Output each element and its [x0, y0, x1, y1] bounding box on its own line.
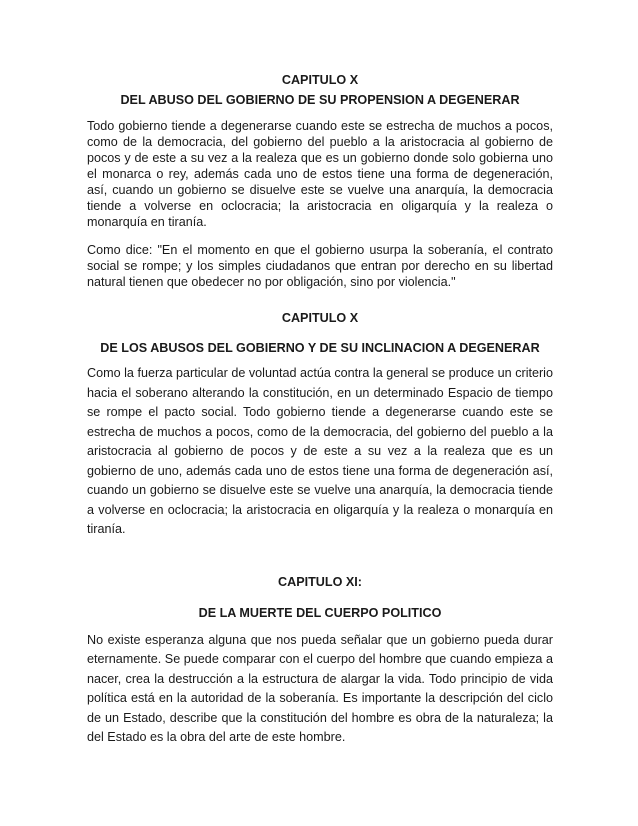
document-page	[87, 72, 553, 748]
chapter-title-3: DE LA MUERTE DEL CUERPO POLITICO	[198, 605, 442, 620]
section2-paragraph-1: Como la fuerza particular de voluntad actúa contra la general se produce un criterio hacia el soberano alterando la constitución, en un determinado Espacio de tiempo se rompe el pacto social. Todo gobierno tiende a degenerarse cuando este se estrecha de muchos a pocos, como de la democracia, del gobierno del pueblo a la aristocracia al gobierno de pocos y de este a su vez a la realeza que es un gobierno de uno, además cada uno de estos tiene una forma de degeneración así, cuando un gobierno se disuelve este se vuelve una anarquía, la democracia tiende a volverse en oclocracia; la aristocracia en oligarquía y la realeza o monarquía en tiranía.	[87, 366, 553, 536]
chapter-heading-2: CAPITULO X	[281, 311, 359, 325]
chapter-title-1: DEL ABUSO DEL GOBIERNO DE SU PROPENSION A DEGENERAR	[120, 93, 520, 107]
chapter-title-2: DE LOS ABUSOS DEL GOBIERNO Y DE SU INCLINACION A DEGENERAR	[100, 341, 540, 355]
section1-paragraph-1: Todo gobierno tiende a degenerarse cuando este se estrecha de muchos a pocos, como de la democracia, del gobierno del pueblo a la aristocracia al gobierno de pocos y de este a su vez a la realeza que es un gobierno donde solo gobierna uno el monarca o rey, además cada uno de estos tiene una forma de degeneración, así, cuando un gobierno se disuelve este se vuelve una anarquía, la democracia tiende a volverse en oclocracia; la aristocracia en oligarquía y la realeza o monarquía en tiranía.	[87, 119, 553, 229]
section3-paragraph-1: No existe esperanza alguna que nos pueda señalar que un gobierno pueda durar eternamente. Se puede comparar con el cuerpo del hombre que cuando empieza a nacer, crea la destrucción a la estructura de alargar la vida. Todo principio de vida política está en la autoridad de la soberanía. Es importante la descripción del ciclo de un Estado, describe que la constitución del hombre es obra de la naturaleza; la del Estado es la obra del arte de este hombre.	[87, 632, 553, 744]
chapter-heading-1: CAPITULO X	[281, 73, 359, 87]
section1-paragraph-2: Como dice: "En el momento en que el gobierno usurpa la soberanía, el contrato social se rompe; y los simples ciudadanos que entran por derecho en su libertad natural tienen que obedecer no por obligación, sino por violencia."	[87, 243, 553, 289]
chapter-heading-3: CAPITULO XI:	[278, 574, 362, 589]
